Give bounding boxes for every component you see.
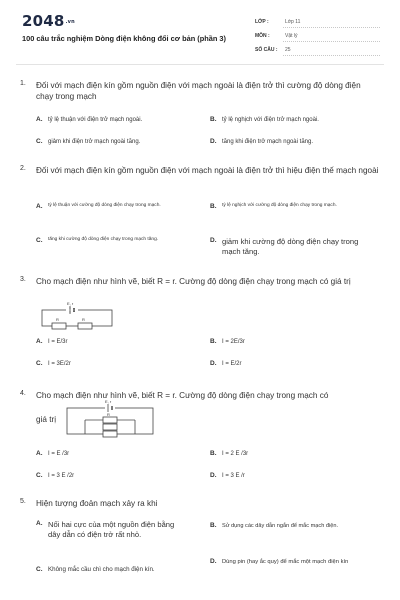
question-text: Cho mạch điện như hình vẽ, biết R = r. Cường độ dòng điện chạy trong mạch có giá trị <box>36 277 351 286</box>
resistor <box>78 323 92 329</box>
site-logo[interactable]: 2048.vn <box>22 12 75 30</box>
circuit-diagram <box>40 302 120 330</box>
question-2: 2. Đối với mạch điện kín gồm nguồn điện với mạch ngoài là điện trở thì hiệu điện thế mạch ngoài A. tỷ lệ thuận với cường độ dòng điện chạy trong mạch. B. tỷ lệ nghịch với cường độ dòng điện chạy trong mạch. C. tăng khi cường độ dòng điện chạy trong mạch tăng. D. giảm khi cường độ dòng điện chạy trong mạch tăng. <box>20 165 379 256</box>
question-text: Đối với mạch điện kín gồm nguồn điện với mạch ngoài là điện trở thì hiệu điện thế mạch ngoài <box>36 166 379 175</box>
question-3: 3. Cho mạch điện như hình vẽ, biết R = r. Cường độ dòng điện chạy trong mạch có giá trị E, r R R A. I = E/3r B. I = 2E/3r C. I = 3E/2r D. I = E/2r <box>20 276 380 386</box>
header-divider <box>16 64 384 65</box>
question-text: Hiện tượng đoản mạch xảy ra khi <box>36 499 158 508</box>
page-title: 100 câu trắc nghiệm Dòng điện không đổi cơ bản (phần 3) <box>22 34 227 43</box>
resistor-label: R <box>56 317 59 322</box>
question-4: 4. Cho mạch điện như hình vẽ, biết R = r. Cường độ dòng điện chạy trong mạch có giá trị E, r R A. I = E /3r B. I = 2 E /3r C. I = 3 E /2r D. I = 3 E /r <box>20 390 380 495</box>
resistor <box>103 431 117 437</box>
question-text: Đối với mạch điện kín gồm nguồn điện với mạch ngoài là điện trở thì cường độ dòng điện chạy trong mạch <box>36 81 361 101</box>
question-1: 1. Đối với mạch điện kín gồm nguồn điện với mạch ngoài là điện trở thì cường độ dòng điện chạy trong mạch A. tỷ lệ thuận với điện trở mạch ngoài. B. tỷ lệ nghịch với điện trở mạch ngoài. C. giảm khi điện trở mạch ngoài tăng. D. tăng khi điện trở mạch ngoài tăng. <box>20 80 380 170</box>
meta-class: LỚP : Lớp 11 <box>255 17 380 31</box>
resistor <box>103 424 117 430</box>
source-label: E, r <box>67 301 74 306</box>
circuit-diagram <box>65 400 160 436</box>
resistor <box>52 323 66 329</box>
question-text-continued: giá trị <box>36 415 57 424</box>
battery-gap <box>66 309 78 311</box>
source-label: E, r <box>105 399 112 404</box>
question-text: Cho mạch điện như hình vẽ, biết R = r. Cường độ dòng điện chạy trong mạch có <box>36 391 329 400</box>
resistor <box>103 417 117 423</box>
meta-count: SỐ CÂU : 25 <box>255 45 380 59</box>
meta-subject: MÔN : Vật lý <box>255 31 380 45</box>
resistor-label: R <box>82 317 85 322</box>
battery-gap <box>105 404 115 412</box>
page-header <box>0 0 400 72</box>
question-5: 5. Hiện tượng đoản mạch xảy ra khi A. Nối hai cực của một nguồn điện bằng dây dẫn có điện trở rất nhỏ. B. Sử dụng các dây dẫn ngắn để mắc mạch điện. C. Không mắc cầu chì cho mạch điện kín. D. Dùng pin (hay ắc quy) để mắc một mạch điện kín <box>20 498 380 598</box>
resistor-label: R <box>107 412 110 417</box>
meta-panel <box>255 17 380 59</box>
